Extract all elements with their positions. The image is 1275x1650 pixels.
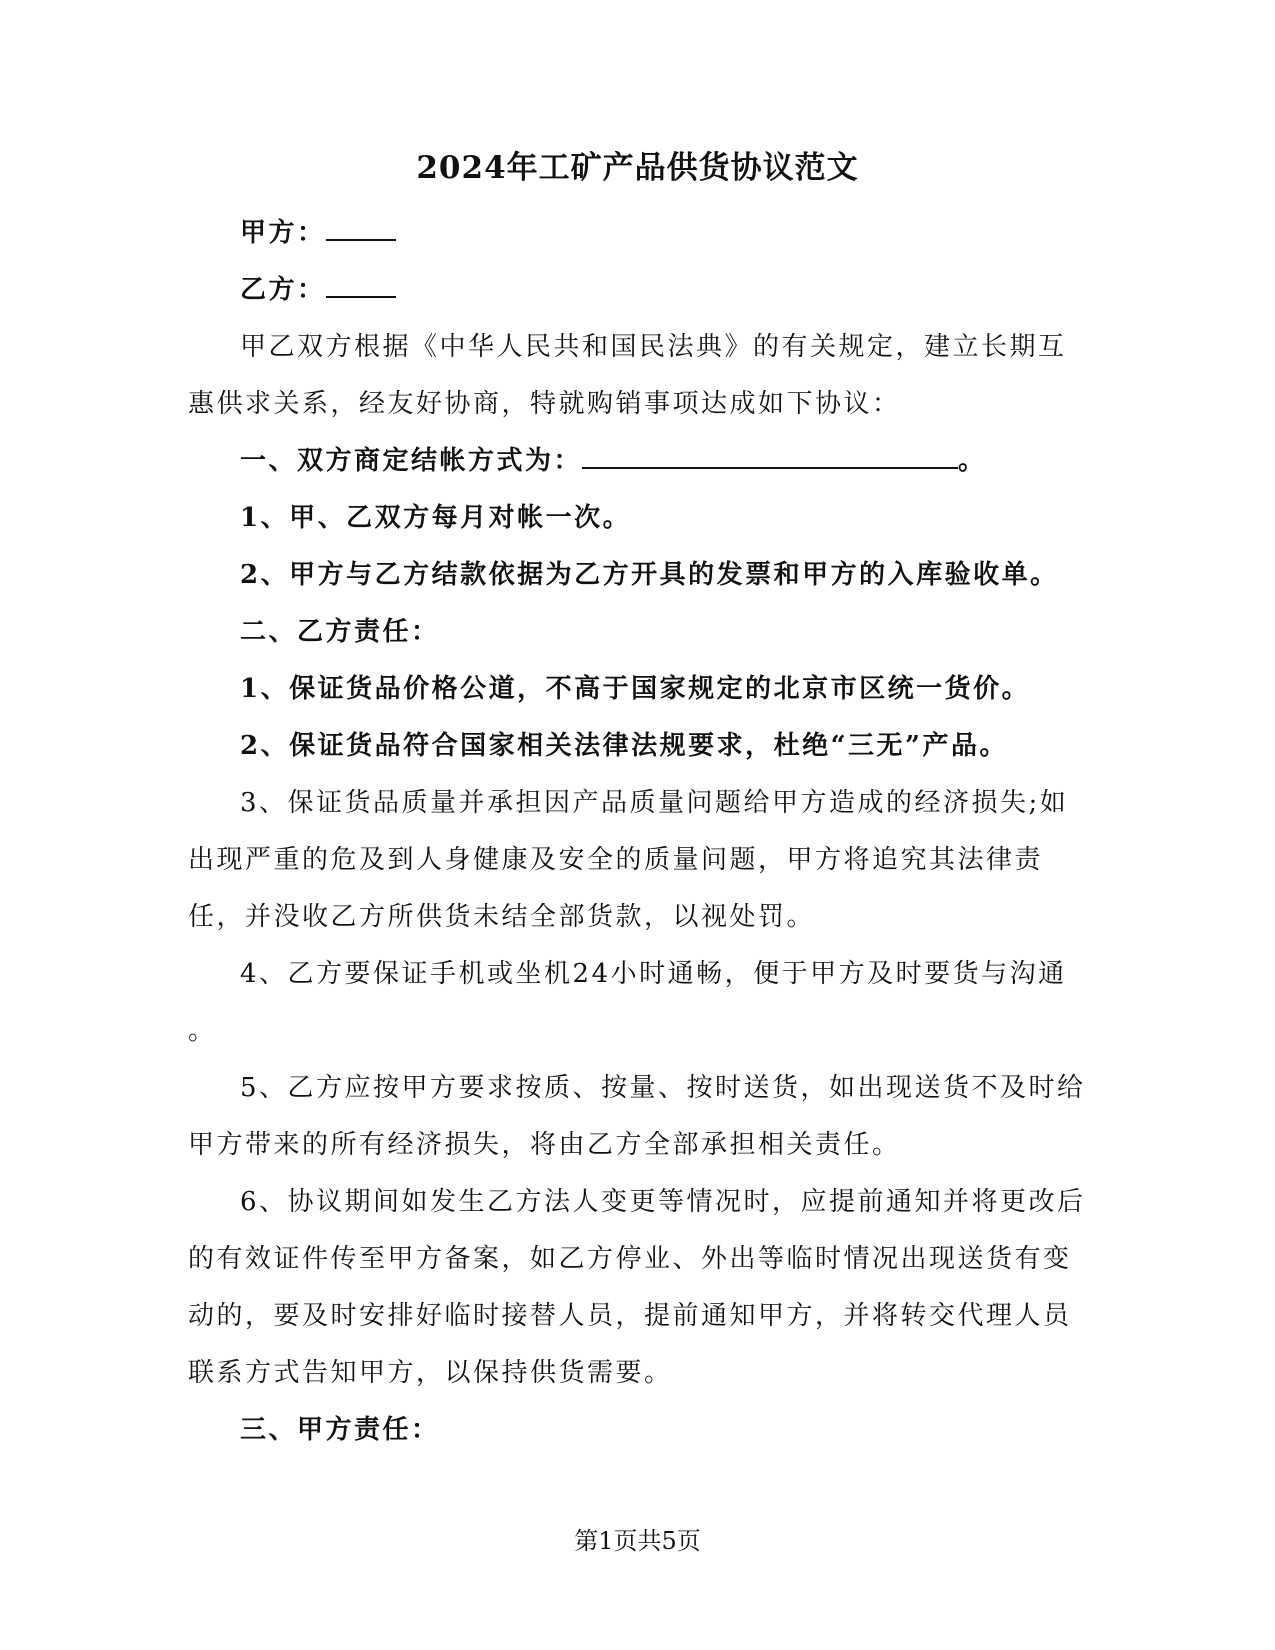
section2-title: 二、乙方责任： <box>240 617 440 647</box>
page-indicator: 第1页共5页 <box>574 1527 701 1555</box>
party-b-label: 乙方： <box>240 275 326 305</box>
s2-item-3: 3、保证货品质量并承担因产品质量问题给甲方造成的经济损失;如出现严重的危及到人身健康及安全的质量问题，甲方将追究其法律责任，并没收乙方所供货未结全部货款，以视处罚。 <box>188 788 1069 932</box>
party-b-blank <box>326 272 396 298</box>
intro-paragraph: 甲乙双方根据《中华人民共和国民法典》的有关规定，建立长期互惠供求关系，经友好协商，特就购销事项达成如下协议： <box>188 332 1067 419</box>
s1-item-1: 1、甲、乙双方每月对帐一次。 <box>240 503 632 533</box>
section1-label: 一、双方商定结帐方式为： <box>240 446 583 476</box>
s2-item-4: 4、乙方要保证手机或坐机24小时通畅，便于甲方及时要货与沟通 <box>240 959 1067 989</box>
party-a-blank <box>326 215 396 241</box>
section1-end: 。 <box>958 446 987 476</box>
section3-title: 三、甲方责任： <box>240 1415 440 1445</box>
s1-item-2: 2、甲方与乙方结款依据为乙方开具的发票和甲方的入库验收单。 <box>240 560 1059 590</box>
s2-item-6: 6、协议期间如发生乙方法人变更等情况时，应提前通知并将更改后的有效证件传至甲方备案，如乙方停业、外出等临时情况出现送货有变动的，要及时安排好临时接替人员，提前通知甲方，并将转交代理人员联系方式告知甲方，以保持供货需要。 <box>188 1187 1086 1388</box>
settlement-method-blank <box>582 443 958 469</box>
document-body <box>188 205 1088 1459</box>
s2-item-5: 5、乙方应按甲方要求按质、按量、按时送货，如出现送货不及时给甲方带来的所有经济损失，将由乙方全部承担相关责任。 <box>188 1073 1086 1160</box>
s2-item-2: 2、保证货品符合国家相关法律法规要求，杜绝“三无”产品。 <box>240 731 1009 761</box>
s2-item-1: 1、保证货品价格公道，不高于国家规定的北京市区统一货价。 <box>240 674 1031 704</box>
party-a-label: 甲方： <box>240 218 326 248</box>
party-a-line <box>188 205 1088 262</box>
document-title: 2024年工矿产品供货协议范文 <box>416 150 859 186</box>
s2-item-4-end: 。 <box>188 1016 217 1046</box>
section1-line <box>188 433 1088 490</box>
party-b-line <box>188 262 1088 319</box>
